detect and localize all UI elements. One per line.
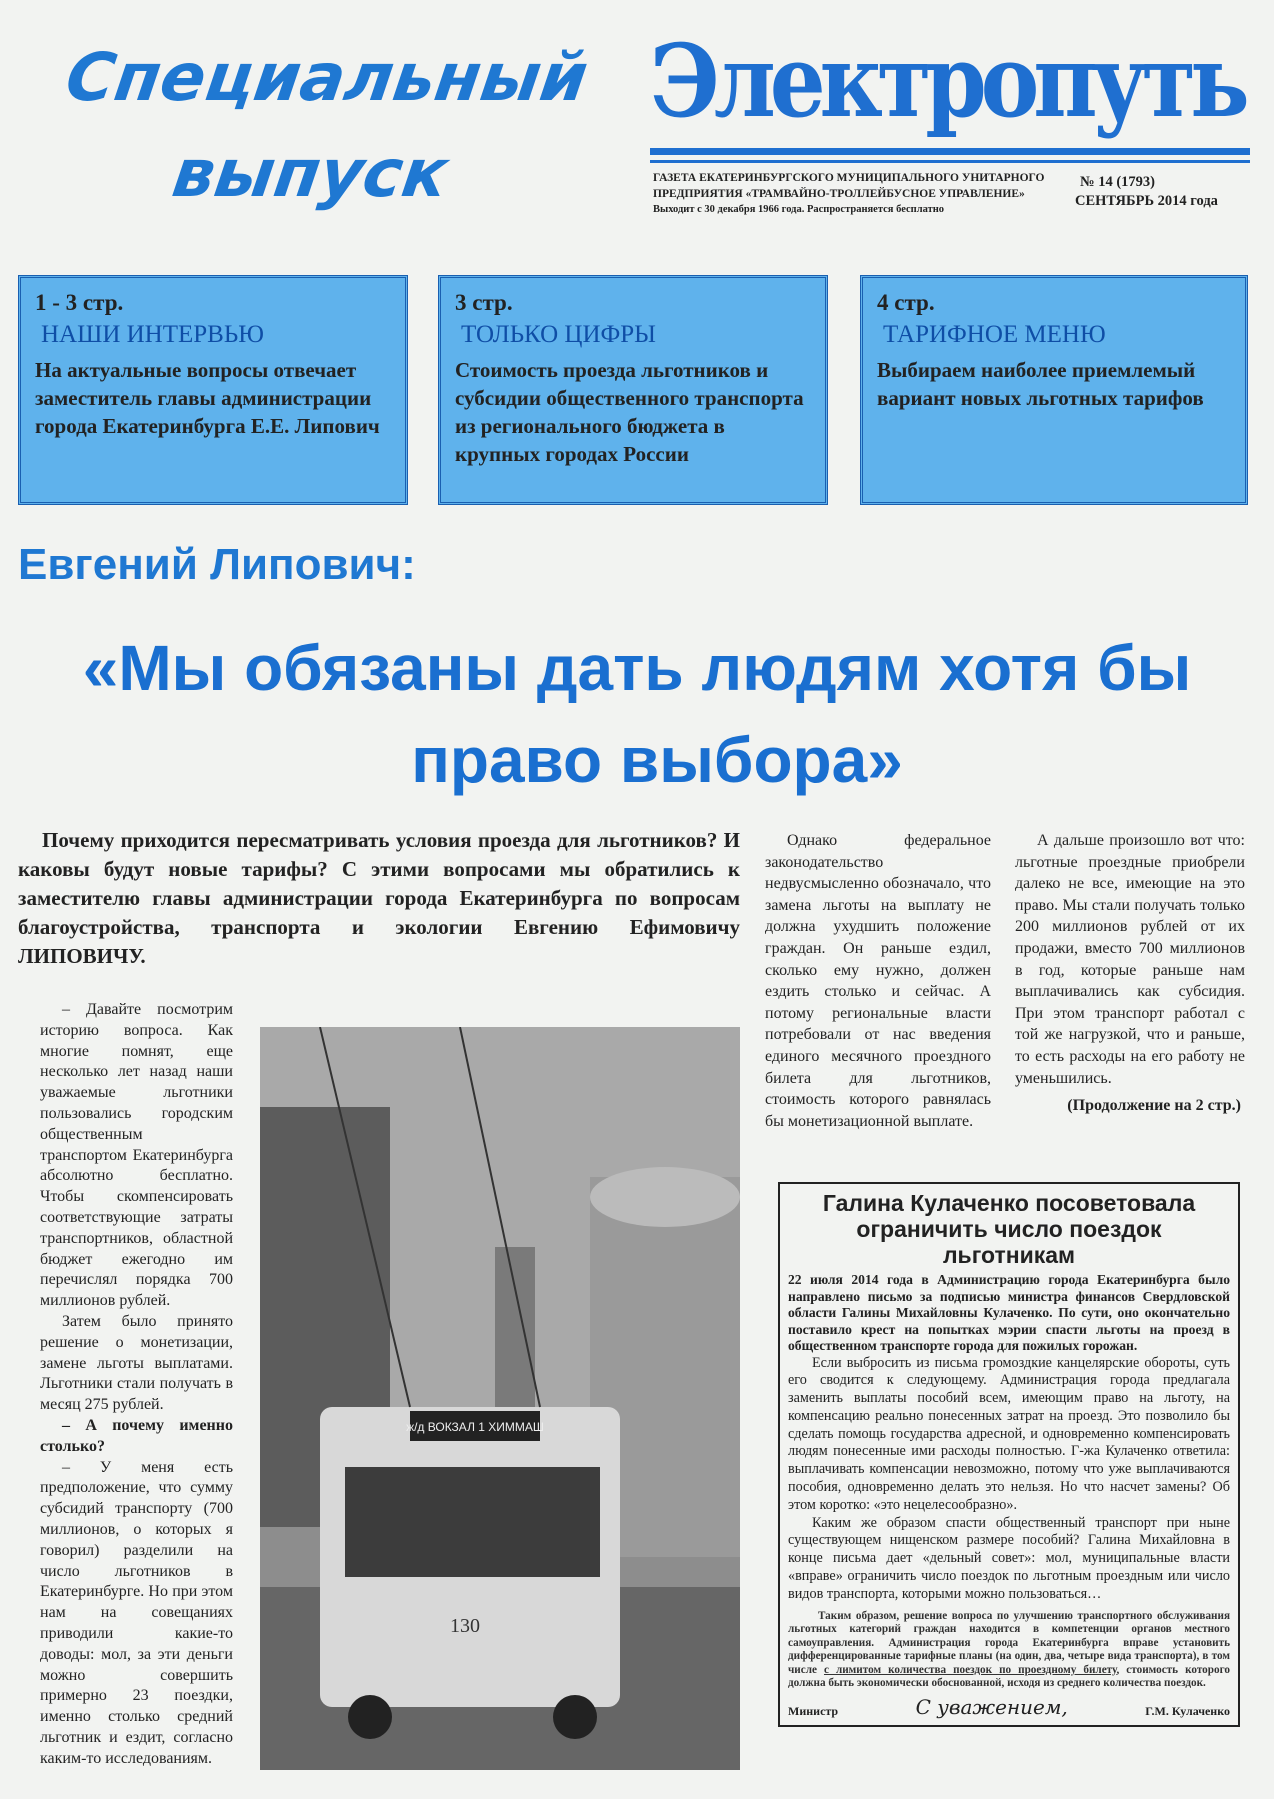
signer-role: Министр (788, 1703, 839, 1718)
article-column-3 (1015, 830, 1245, 1117)
masthead (650, 22, 1250, 162)
masthead-rule (650, 148, 1250, 155)
letter-signature (788, 1695, 1230, 1719)
paragraph: А дальше произошло вот что: льготные проездные приобрели далеко не все, имеющие на это право. Мы стали получать только 200 миллионов рублей от их продажи, вместо 700 миллионов в год, которые раньше нам выплачивались как субсидия. При этом транспорт работал с той же нагрузкой, что и раньше, то есть расходы на его работу не уменьшились. (1015, 832, 1245, 1087)
teaser-page: 3 стр. (455, 290, 513, 315)
teaser-text: Стоимость проезда льготников и субсидии общественного транспорта из регионального бюджета в крупных городах России (455, 358, 804, 466)
issue-date: СЕНТЯБРЬ 2014 года (1075, 193, 1218, 209)
letter-underlined: с лимитом количества поездок по проездному билету (823, 1663, 1117, 1676)
article-column-2 (765, 830, 991, 1132)
teaser-title: ТОЛЬКО ЦИФРЫ (461, 321, 656, 348)
teaser-page: 1 - 3 стр. (35, 290, 124, 315)
trolleybus-photo (260, 1027, 740, 1770)
letter-excerpt (788, 1610, 1230, 1691)
sidebar-box (778, 1182, 1240, 1727)
letter-text: Таким образом, решение вопроса по улучшению транспортного обслуживания льготных категорий граждан находится в компетенции органов местного самоуправления. Администрация города Екатеринбурга вправе установить дифференцированные тарифные планы (на один, два, четыре вида транспорта), в том числе (788, 1609, 1230, 1676)
teaser-box-numbers (438, 275, 828, 505)
article-column-1 (40, 1000, 233, 1769)
special-line1: Специальный (61, 39, 593, 116)
headline-quote (20, 622, 1254, 806)
teaser-title: НАШИ ИНТЕРВЬЮ (41, 321, 264, 348)
quote-line2: право выбора» (411, 724, 903, 796)
issue-info (1075, 173, 1218, 211)
special-issue-label (47, 30, 634, 222)
continued-note: (Продолжение на 2 стр.) (1067, 1097, 1241, 1115)
article-lead: Почему приходится пересматривать условия проезда для льготников? И каковы будут новые тарифы? С этими вопросами мы обратились к заместителю главы администрации города Екатеринбурга по вопросам благоустройства, транспорта и экологии Евгению Ефимовичу ЛИПОВИЧУ. (18, 828, 740, 968)
interview-question: – А почему именно столько? (40, 1416, 233, 1455)
letter-text: , стоимость которого должна быть экономически обоснованной, исходя из среднего количества поездок. (788, 1663, 1230, 1690)
publisher-info (653, 170, 1073, 218)
signer-name: Г.М. Кулаченко (1145, 1703, 1230, 1718)
masthead-rule-thin (650, 160, 1250, 163)
teaser-title: ТАРИФНОЕ МЕНЮ (883, 321, 1106, 348)
publisher-line3: Выходит с 30 декабря 1966 года. Распространяется бесплатно (653, 204, 945, 215)
paragraph: Каким же образом спасти общественный транспорт при ныне существующем нищенском размере пособий? Галина Михайловна в конце письма дает «дельный совет»: мол, муниципальные власти «вправе» ограничить число поездок по льготным проездным или число видов транспорта, которыми можно пользоваться… (788, 1514, 1230, 1602)
issue-number: № 14 (1793) (1080, 174, 1155, 190)
paragraph: – У меня есть предположение, что сумму субсидий транспорту (700 миллионов, о которых я говорил) разделили на число льготников в Екатеринбурге. Но при этом нам на совещаниях приводили какие-то доводы: мол, за эти деньги можно совершить примерно 23 поездки, именно столько средний льготник и ездит, согласно каким-то исследованиям. (40, 1458, 233, 1767)
quote-line1: «Мы обязаны дать людям хотя бы (82, 632, 1192, 704)
handwritten-signature: С уважением, (915, 1694, 1068, 1719)
teaser-page: 4 стр. (877, 290, 935, 315)
teaser-text: Выбираем наиболее приемлемый вариант новых льготных тарифов (877, 358, 1204, 410)
paragraph: – Давайте посмотрим историю вопроса. Как многие помнят, еще несколько лет назад наши уважаемые льготники пользовались городским общественным транспортом Екатеринбурга абсолютно бесплатно. Чтобы скомпенсировать соответствующие затраты транспортников, областной бюджет ежегодно им перечислял порядка 700 миллионов рублей. (40, 1001, 233, 1310)
route-sign: ж/д ВОКЗАЛ 1 ХИММАШ (406, 1420, 544, 1434)
teaser-box-interview (18, 275, 408, 505)
paragraph: Затем было принято решение о монетизации, замене льготы выплатами. Льготники стали получать в месяц 275 рублей. (40, 1312, 233, 1414)
sidebar-title: Галина Кулаченко посоветовала ограничить число поездок льготникам (822, 1190, 1196, 1268)
teaser-box-tariffs (860, 275, 1248, 505)
publisher-line1: ГАЗЕТА ЕКАТЕРИНБУРГСКОГО МУНИЦИПАЛЬНОГО УНИТАРНОГО (653, 172, 1045, 184)
bus-number: 130 (450, 1615, 480, 1637)
paragraph: Однако федеральное законодательство недвусмысленно обозначало, что замена льготы на выплату не должна ухудшить положение граждан. Он раньше ездил, сколько ему нужно, должен ездить столько и сейчас. А потому региональные власти потребовали от нас введения единого месячного проездного билета для льготников, стоимость которого равнялась бы монетизационной выплате. (765, 832, 991, 1130)
publisher-line2: ПРЕДПРИЯТИЯ «ТРАМВАЙНО-ТРОЛЛЕЙБУСНОЕ УПРАВЛЕНИЕ» (653, 188, 1025, 200)
interviewee-name: Евгений Липович: (18, 540, 416, 589)
special-line2: выпуск (167, 135, 453, 212)
masthead-title: Электропуть (650, 22, 1244, 140)
teaser-text: На актуальные вопросы отвечает заместитель главы администрации города Екатеринбурга Е.Е. Липович (35, 358, 380, 438)
paragraph: Если выбросить из письма громоздкие канцелярские обороты, суть его сводится к следующему. Администрация города предлагала заменить выплаты пособий всем, имеющим право на льготу, на компенсацию реально понесенных затрат на проезд. Это позволило бы сделать помощь государства адресной, и одновременно компенсировать людям понесенные ими расходы полностью. Г-жа Кулаченко ответила: выплачивать компенсации невозможно, потому что уже выплачиваются пособия, одновременно делать это нельзя. Но что насчет замены? Об этом коротко: «это нецелесообразно». (788, 1354, 1230, 1513)
sidebar-lead: 22 июля 2014 года в Администрацию города Екатеринбурга было направлено письмо за подписью министра финансов Свердловской области Галины Михайловны Кулаченко. По сути, оно окончательно поставило крест на попытках мэрии спасти льготы на проезд в общественном транспорте города для пожилых горожан. (788, 1272, 1230, 1353)
